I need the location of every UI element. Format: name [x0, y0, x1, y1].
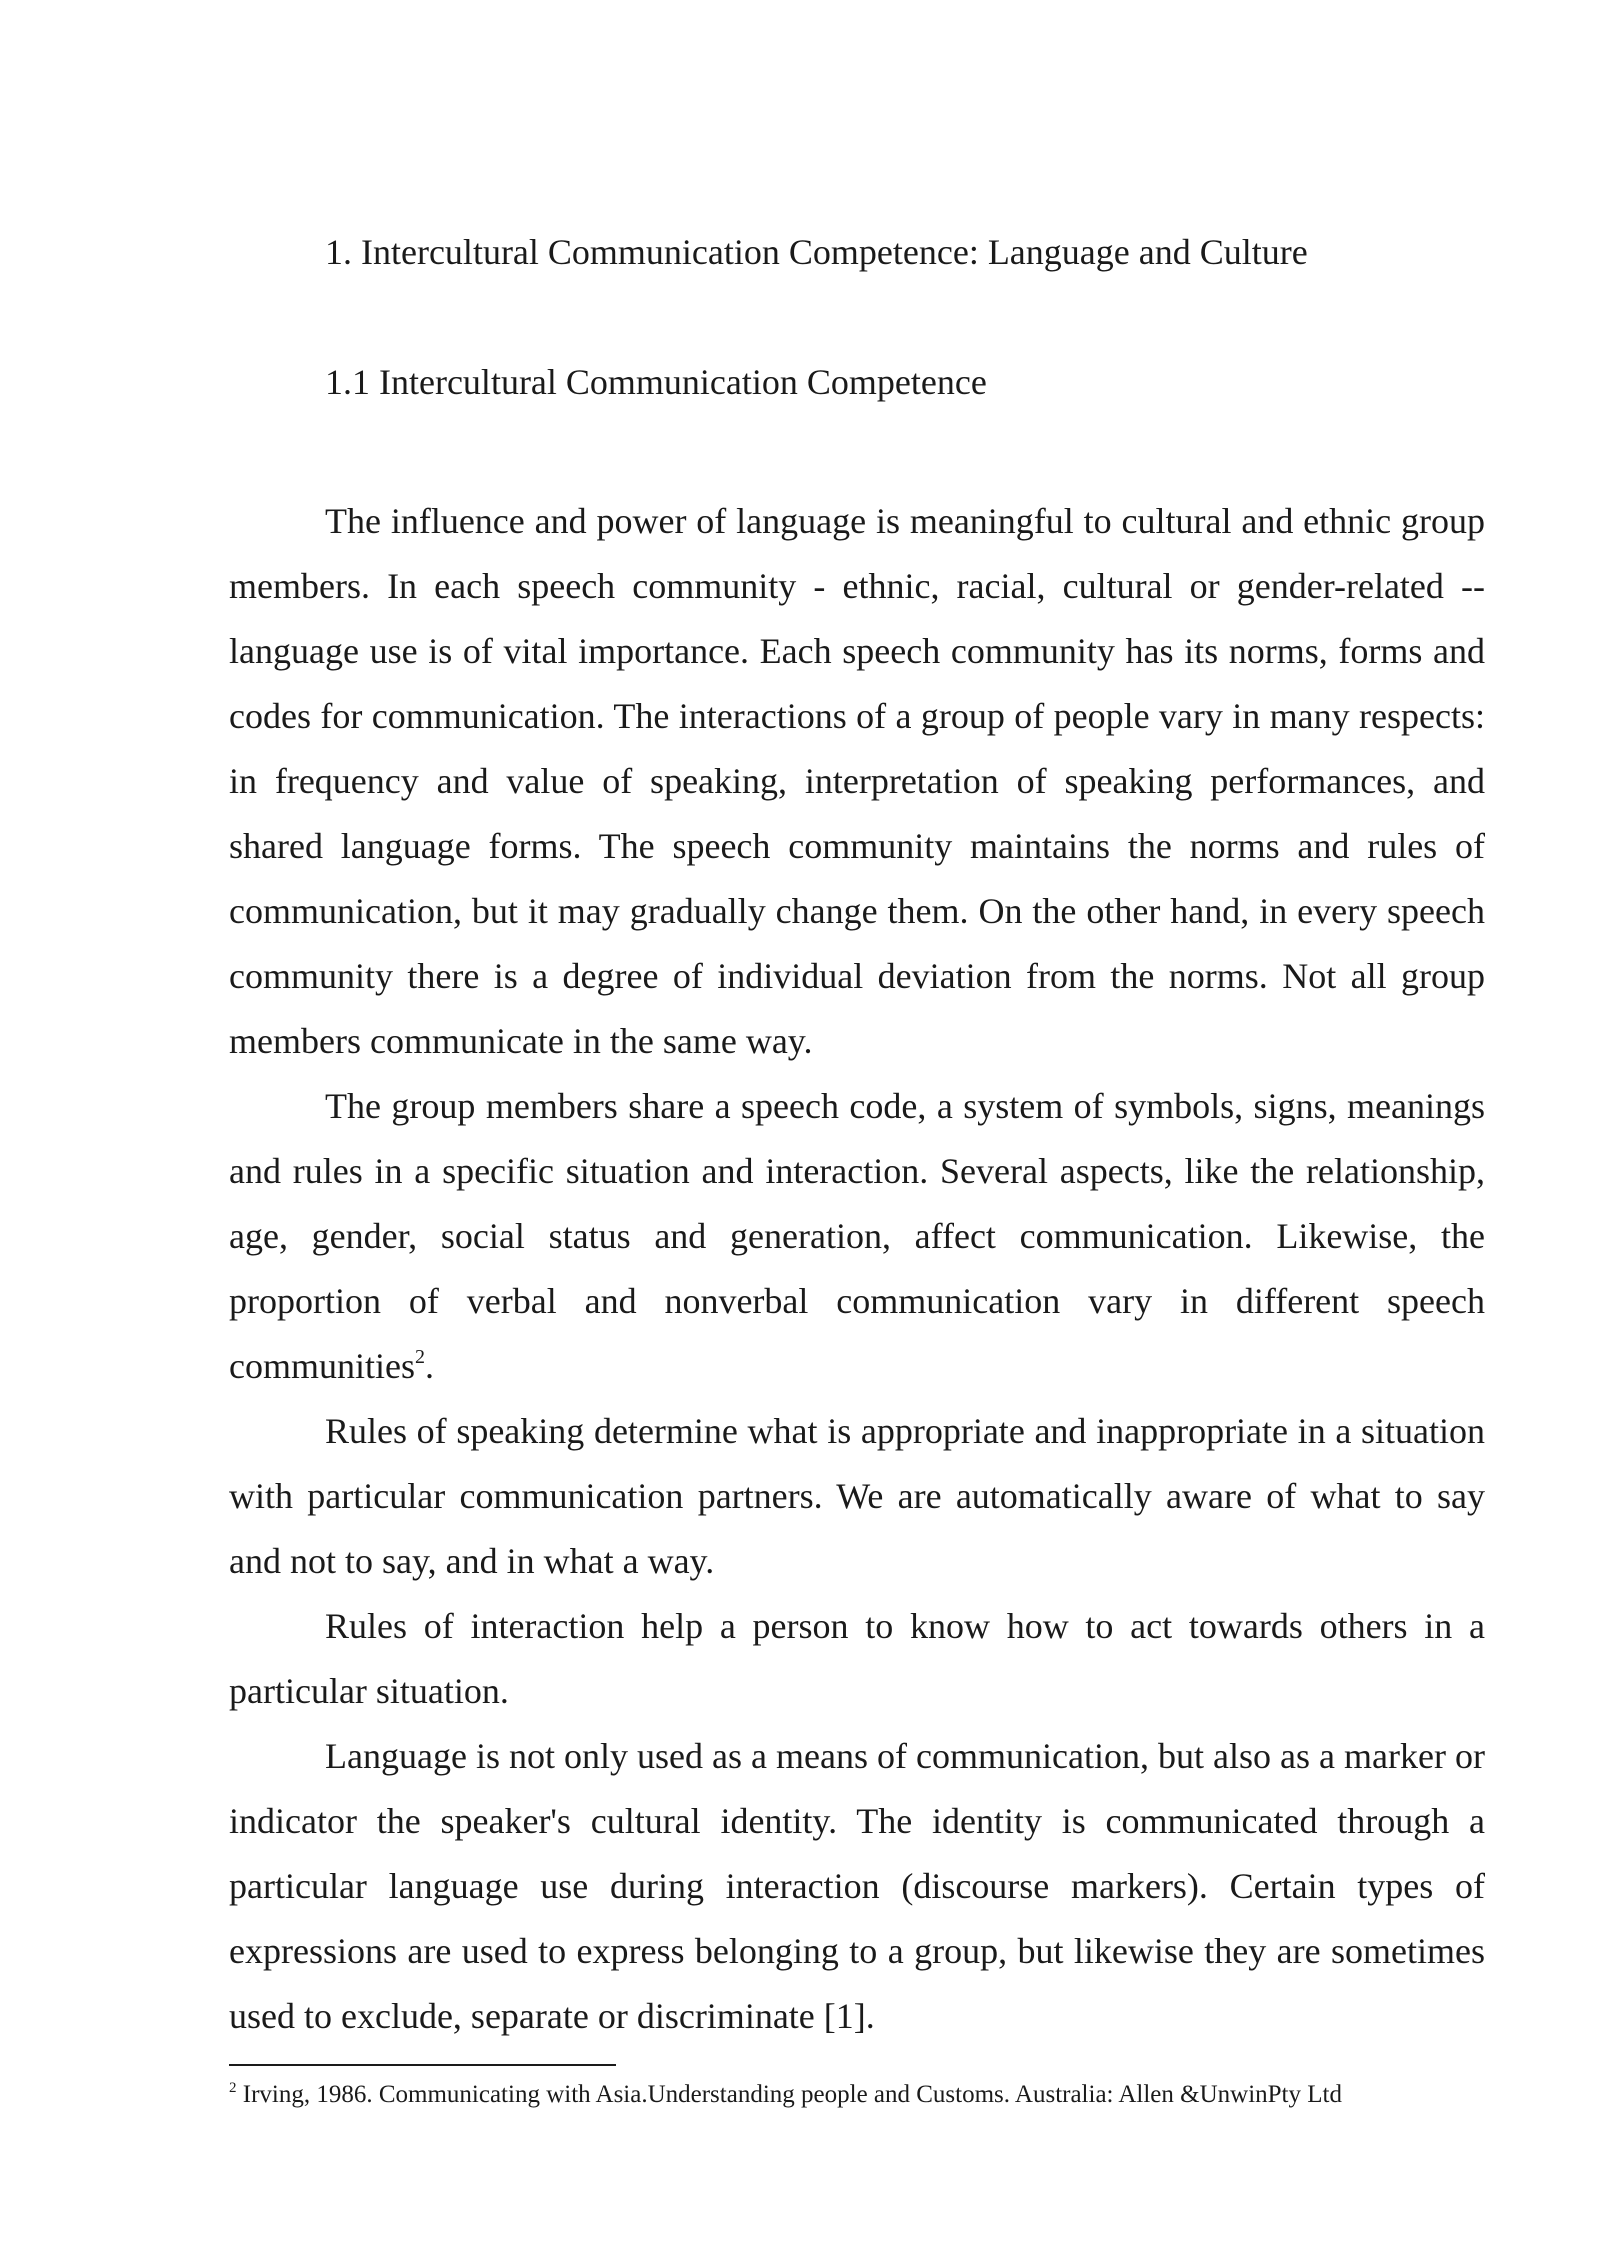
- section-heading: 1.1 Intercultural Communication Competence: [325, 362, 987, 402]
- paragraph-2-end: .: [424, 1346, 434, 1386]
- footnote-reference[interactable]: 2: [414, 1346, 425, 1368]
- paragraph-5: Language is not only used as a means of communication, but also as a marker or indicator the speaker's cultural identity. The identity is communicated through a particular language use during interaction (discourse markers). Certain types of expressions are used to express belonging to a group, but likewise they are sometimes used to exclude, separate or discriminate [1].: [229, 1736, 1485, 2036]
- footnote-separator: [229, 2064, 616, 2066]
- paragraph-2-text: The group members share a speech code, a system of symbols, signs, meanings and rules in a specific situation and interaction. Several aspects, like the relationship, age, gender, social status and generation, affect communication. Likewise, the proportion of verbal and nonverbal communication vary in different speech communities: [229, 1086, 1485, 1386]
- footnote: [229, 2080, 1342, 2110]
- paragraph-3: Rules of speaking determine what is appropriate and inappropriate in a situation with particular communication partners. We are automatically aware of what to say and not to say, and in what a way.: [229, 1411, 1485, 1581]
- chapter-heading: 1. Intercultural Communication Competence: Language and Culture: [325, 232, 1308, 272]
- paragraph-2: [229, 1074, 1485, 1399]
- body-text: [229, 489, 1485, 2049]
- paragraph-4: Rules of interaction help a person to know how to act towards others in a particular situation.: [229, 1606, 1485, 1711]
- paragraph-1: The influence and power of language is meaningful to cultural and ethnic group members. In each speech community - ethnic, racial, cultural or gender-related -- language use is of vital importance. Each speech community has its norms, forms and codes for communication. The interactions of a group of people vary in many respects: in frequency and value of speaking, interpretation of speaking performances, and shared language forms. The speech community maintains the norms and rules of communication, but it may gradually change them. On the other hand, in every speech community there is a degree of individual deviation from the norms. Not all group members communicate in the same way.: [229, 501, 1485, 1061]
- footnote-text: Irving, 1986. Communicating with Asia.Understanding people and Customs. Australia: Allen &UnwinPty Ltd: [236, 2081, 1342, 2108]
- footnote-marker: 2: [229, 2079, 237, 2096]
